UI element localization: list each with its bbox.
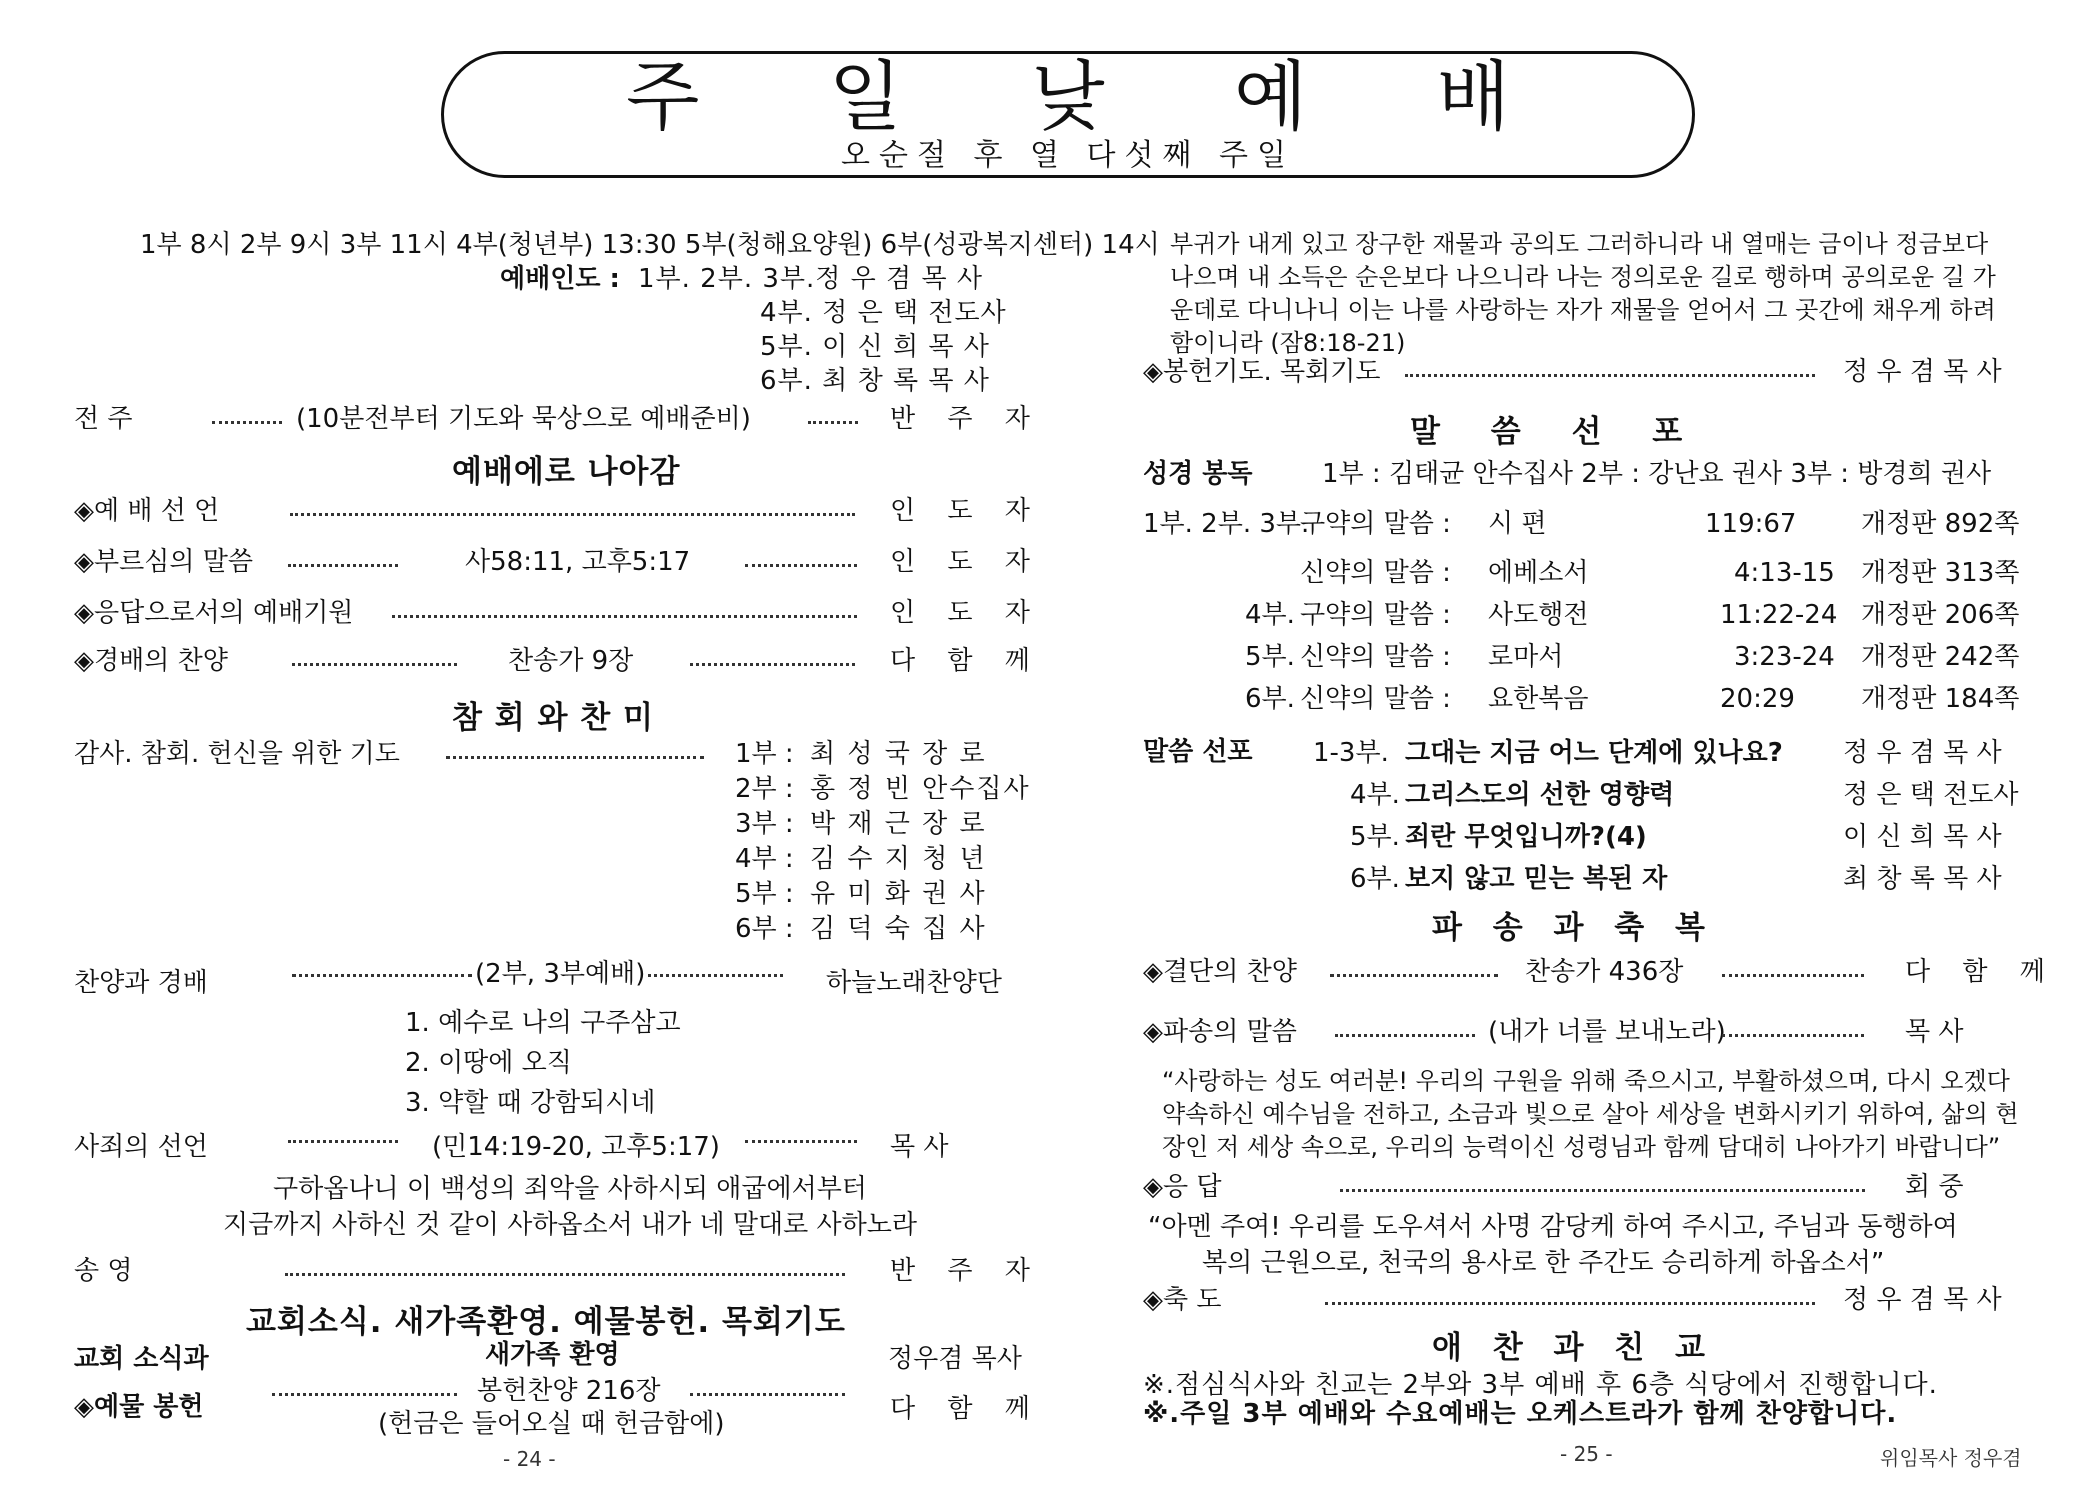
praise-label: 찬양과 경배 — [74, 968, 208, 998]
benediction-who: 정 우 겸 목 사 — [1843, 1285, 2002, 1315]
prayer-name: 최 성 국 장 로 — [810, 739, 987, 769]
reading-page: 개정판 892쪽 — [1861, 509, 2020, 539]
sending-who: 목 사 — [1905, 1017, 1964, 1047]
offering-label: ◈예물 봉헌 — [74, 1392, 204, 1422]
scripture-text: 부귀가 내게 있고 장구한 재물과 공의도 그러하니라 내 열매는 금이나 정금보다 나으며 내 소득은 순은보다 나으니라 나는 정의로운 길로 행하며 공의로운 길 가운데로 다니나니 이는 나를 사랑하는 자가 재물을 얻어서 그 곳간에 채우게 하려 함이니라 (잠8:18-21) — [1170, 230, 1996, 357]
footer-pastor: 위임목사 정우겸 — [1880, 1446, 2022, 1470]
sermon-title: 그리스도의 선한 영향력 — [1405, 780, 1675, 810]
order-item-detail: 사58:11, 고후5:17 — [465, 547, 691, 577]
order-item-label: ◈예 배 선 언 — [74, 496, 220, 526]
order-item-who: 다 함 께 — [890, 646, 1042, 676]
response-label: ◈응 답 — [1143, 1172, 1222, 1202]
dot-leader — [648, 974, 783, 977]
offering-who: 다 함 께 — [890, 1394, 1042, 1424]
prayer-part: 5부 : — [735, 879, 794, 909]
dot-leader — [745, 1140, 857, 1143]
sermon-who: 정 우 겸 목 사 — [1843, 738, 2002, 768]
dot-leader — [1722, 974, 1864, 977]
prayer-name: 김 수 지 청 년 — [810, 844, 987, 874]
dot-leader — [690, 1393, 845, 1396]
prayer-part: 3부 : — [735, 809, 794, 839]
title-char: 낮 — [1031, 52, 1105, 141]
absolution-text: 구하옵나니 이 백성의 죄악을 사하시되 애굽에서부터 — [273, 1174, 867, 1204]
dot-leader — [272, 1393, 457, 1396]
sermon-title: 그대는 지금 어느 단계에 있나요? — [1405, 738, 1783, 768]
news-who: 정우겸 목사 — [888, 1344, 1022, 1374]
benediction-label: ◈축 도 — [1143, 1285, 1222, 1315]
sending-label: ◈파송의 말씀 — [1143, 1017, 1297, 1047]
title-char: 예 — [1233, 52, 1308, 141]
prelude-detail: (10분전부터 기도와 묵상으로 예배준비) — [296, 404, 751, 434]
reading-ref: 4:13-15 — [1734, 558, 1835, 588]
response-text: 복의 근원으로, 천국의 용사로 한 주간도 승리하게 하옵소서” — [1202, 1248, 1885, 1278]
absolution-who: 목 사 — [890, 1132, 949, 1162]
reading-type: 구약의 말씀 : — [1300, 509, 1451, 539]
order-item-who: 인 도 자 — [890, 598, 1042, 628]
dot-leader — [285, 1273, 845, 1276]
pastoral-prayer-who: 정 우 겸 목 사 — [1843, 357, 2002, 387]
section-heading: 예배에로 나아감 — [452, 454, 681, 490]
prayer-name: 박 재 근 장 로 — [810, 809, 987, 839]
dot-leader — [288, 1140, 398, 1143]
hymn-detail: 찬송가 436장 — [1525, 957, 1684, 987]
prayer-part: 1부 : — [735, 739, 794, 769]
reading-ref: 3:23-24 — [1734, 642, 1835, 672]
reading-type: 신약의 말씀 : — [1300, 558, 1451, 588]
reading-ref: 11:22-24 — [1720, 600, 1838, 630]
sermon-part: 1-3부. — [1313, 738, 1389, 768]
absolution-text: 지금까지 사하신 것 같이 사하옵소서 내가 네 말대로 사하노라 — [222, 1210, 918, 1240]
sending-text: “사랑하는 성도 여러분! 우리의 구원을 위해 죽으시고, 부활하셨으며, 다시 오겠다 약속하신 예수님을 전하고, 소금과 빛으로 살아 세상을 변화시키기 위하여, 삶의 현장인 저 세상 속으로, 우리의 능력이신 성령님과 함께 담대히 나아가기 바랍니다” — [1162, 1067, 2019, 1161]
reading-type: 신약의 말씀 : — [1300, 684, 1451, 714]
section-heading: 파 송 과 축 복 — [1432, 910, 1715, 946]
fellowship-note: ※.점심식사와 친교는 2부와 3부 예배 후 6층 식당에서 진행합니다. — [1143, 1370, 1938, 1400]
reading-page: 개정판 184쪽 — [1861, 684, 2020, 714]
response-who: 회 중 — [1905, 1172, 1964, 1202]
dot-leader — [292, 663, 457, 666]
prayer-part: 4부 : — [735, 844, 794, 874]
prayer-part: 6부 : — [735, 914, 794, 944]
hymn-who: 다 함 께 — [1905, 957, 2057, 987]
section-heading: 참 회 와 찬 미 — [452, 700, 654, 736]
dot-leader — [1405, 374, 1815, 377]
sermon-part: 4부. — [1350, 780, 1400, 810]
doxology-who: 반 주 자 — [890, 1256, 1042, 1286]
sermon-title: 죄란 무엇입니까?(4) — [1405, 822, 1647, 852]
leaders-label: 예배인도 : — [500, 264, 620, 294]
section-heading: 말 씀 선 포 — [1410, 414, 1703, 450]
sermon-who: 최 창 록 목 사 — [1843, 864, 2002, 894]
service-schedule: 1부 8시 2부 9시 3부 11시 4부(청년부) 13:30 5부(청해요양원) 6부(성광복지센터) 14시 — [140, 230, 1160, 260]
dot-leader — [1340, 1189, 1865, 1192]
newfamily-label: 새가족 환영 — [485, 1340, 620, 1370]
leader-line: 4부. 정 은 택 전도사 — [760, 298, 1007, 328]
order-item-label: ◈응답으로서의 예배기원 — [74, 598, 354, 628]
prelude-who: 반 주 자 — [890, 404, 1042, 434]
sermon-title: 보지 않고 믿는 복된 자 — [1405, 864, 1668, 894]
reading-part: 6부. — [1245, 684, 1295, 714]
page-subtitle: 오순절 후 열 다섯째 주일 — [841, 138, 1295, 173]
section-heading: 교회소식. 새가족환영. 예물봉헌. 목회기도 — [246, 1304, 846, 1340]
dot-leader — [1325, 1302, 1815, 1305]
page-number: - 25 - — [1560, 1442, 1613, 1466]
prelude-label: 전 주 — [74, 404, 133, 434]
dot-leader — [1722, 1034, 1864, 1037]
prayer-name: 김 덕 숙 집 사 — [810, 914, 987, 944]
song-item: 2. 이땅에 오직 — [405, 1048, 572, 1078]
reading-part: 1부. 2부. 3부. — [1143, 509, 1310, 539]
reading-part: 4부. — [1245, 600, 1295, 630]
sermon-label: 말씀 선포 — [1143, 737, 1253, 767]
sermon-who: 정 은 택 전도사 — [1843, 780, 2019, 810]
dot-leader — [212, 421, 282, 424]
prayer-name: 유 미 화 권 사 — [810, 879, 987, 909]
page-title — [441, 52, 1695, 142]
sermon-part: 6부. — [1350, 864, 1400, 894]
dot-leader — [808, 421, 858, 424]
title-char: 일 — [828, 52, 903, 141]
order-item-detail: 찬송가 9장 — [508, 646, 634, 676]
leader-line: 1부. 2부. 3부.정 우 겸 목 사 — [638, 264, 983, 294]
title-char: 주 — [626, 52, 700, 141]
dot-leader — [1335, 1034, 1475, 1037]
reading-type: 신약의 말씀 : — [1300, 642, 1451, 672]
order-item-who: 인 도 자 — [890, 496, 1042, 526]
sermon-who: 이 신 희 목 사 — [1843, 822, 2002, 852]
dot-leader — [690, 663, 855, 666]
reading-book: 시 편 — [1488, 509, 1547, 539]
reading-label: 성경 봉독 — [1143, 459, 1253, 489]
pastoral-prayer-label: ◈봉헌기도. 목회기도 — [1143, 357, 1381, 387]
reading-ref: 20:29 — [1720, 684, 1795, 714]
reading-part: 5부. — [1245, 642, 1295, 672]
absolution-label: 사죄의 선언 — [74, 1132, 208, 1162]
dot-leader — [1330, 974, 1498, 977]
leader-line: 5부. 이 신 희 목 사 — [760, 332, 990, 362]
news-label: 교회 소식과 — [74, 1344, 209, 1374]
dot-leader — [292, 974, 472, 977]
offering-note: (헌금은 들어오실 때 헌금함에) — [378, 1409, 725, 1439]
dot-leader — [288, 564, 398, 567]
order-item-label: ◈경배의 찬양 — [74, 646, 228, 676]
section-heading: 애 찬 과 친 교 — [1432, 1330, 1715, 1366]
reading-ref: 119:67 — [1705, 509, 1797, 539]
dot-leader — [392, 615, 857, 618]
doxology-label: 송 영 — [74, 1256, 133, 1286]
prayer-part: 2부 : — [735, 774, 794, 804]
sermon-part: 5부. — [1350, 822, 1400, 852]
order-item-who: 인 도 자 — [890, 547, 1042, 577]
praise-detail: (2부, 3부예배) — [475, 959, 646, 989]
response-text: “아멘 주여! 우리를 도우셔서 사명 감당케 하여 주시고, 주님과 동행하여 — [1148, 1212, 1958, 1242]
hymn-label: ◈결단의 찬양 — [1143, 957, 1297, 987]
offering-detail: 봉헌찬양 216장 — [477, 1376, 661, 1406]
sending-detail: (내가 너를 보내노라) — [1488, 1017, 1726, 1047]
reading-readers: 1부 : 김태균 안수집사 2부 : 강난요 권사 3부 : 방경희 권사 — [1322, 459, 1992, 489]
absolution-detail: (민14:19-20, 고후5:17) — [432, 1132, 720, 1162]
praise-who: 하늘노래찬양단 — [826, 968, 1002, 998]
reading-book: 요한복음 — [1488, 684, 1589, 714]
reading-book: 에베소서 — [1488, 558, 1589, 588]
title-char: 배 — [1436, 52, 1510, 141]
song-item: 3. 약할 때 강함되시네 — [405, 1088, 656, 1118]
prayer-name: 홍 정 빈 안수집사 — [810, 774, 1031, 804]
dot-leader — [446, 756, 704, 759]
song-item: 1. 예수로 나의 구주삼고 — [405, 1008, 681, 1038]
dot-leader — [290, 513, 855, 516]
fellowship-note: ※.주일 3부 예배와 수요예배는 오케스트라가 함께 찬양합니다. — [1143, 1399, 1898, 1429]
reading-type: 구약의 말씀 : — [1300, 600, 1451, 630]
reading-book: 로마서 — [1488, 642, 1564, 672]
reading-page: 개정판 313쪽 — [1861, 558, 2020, 588]
reading-page: 개정판 206쪽 — [1861, 600, 2020, 630]
leader-line: 6부. 최 창 록 목 사 — [760, 366, 990, 396]
order-item-label: ◈부르심의 말씀 — [74, 547, 253, 577]
prayer-label: 감사. 참회. 헌신을 위한 기도 — [74, 739, 400, 769]
reading-book: 사도행전 — [1488, 600, 1589, 630]
page-number: - 24 - — [503, 1447, 556, 1471]
dot-leader — [745, 564, 857, 567]
reading-page: 개정판 242쪽 — [1861, 642, 2020, 672]
